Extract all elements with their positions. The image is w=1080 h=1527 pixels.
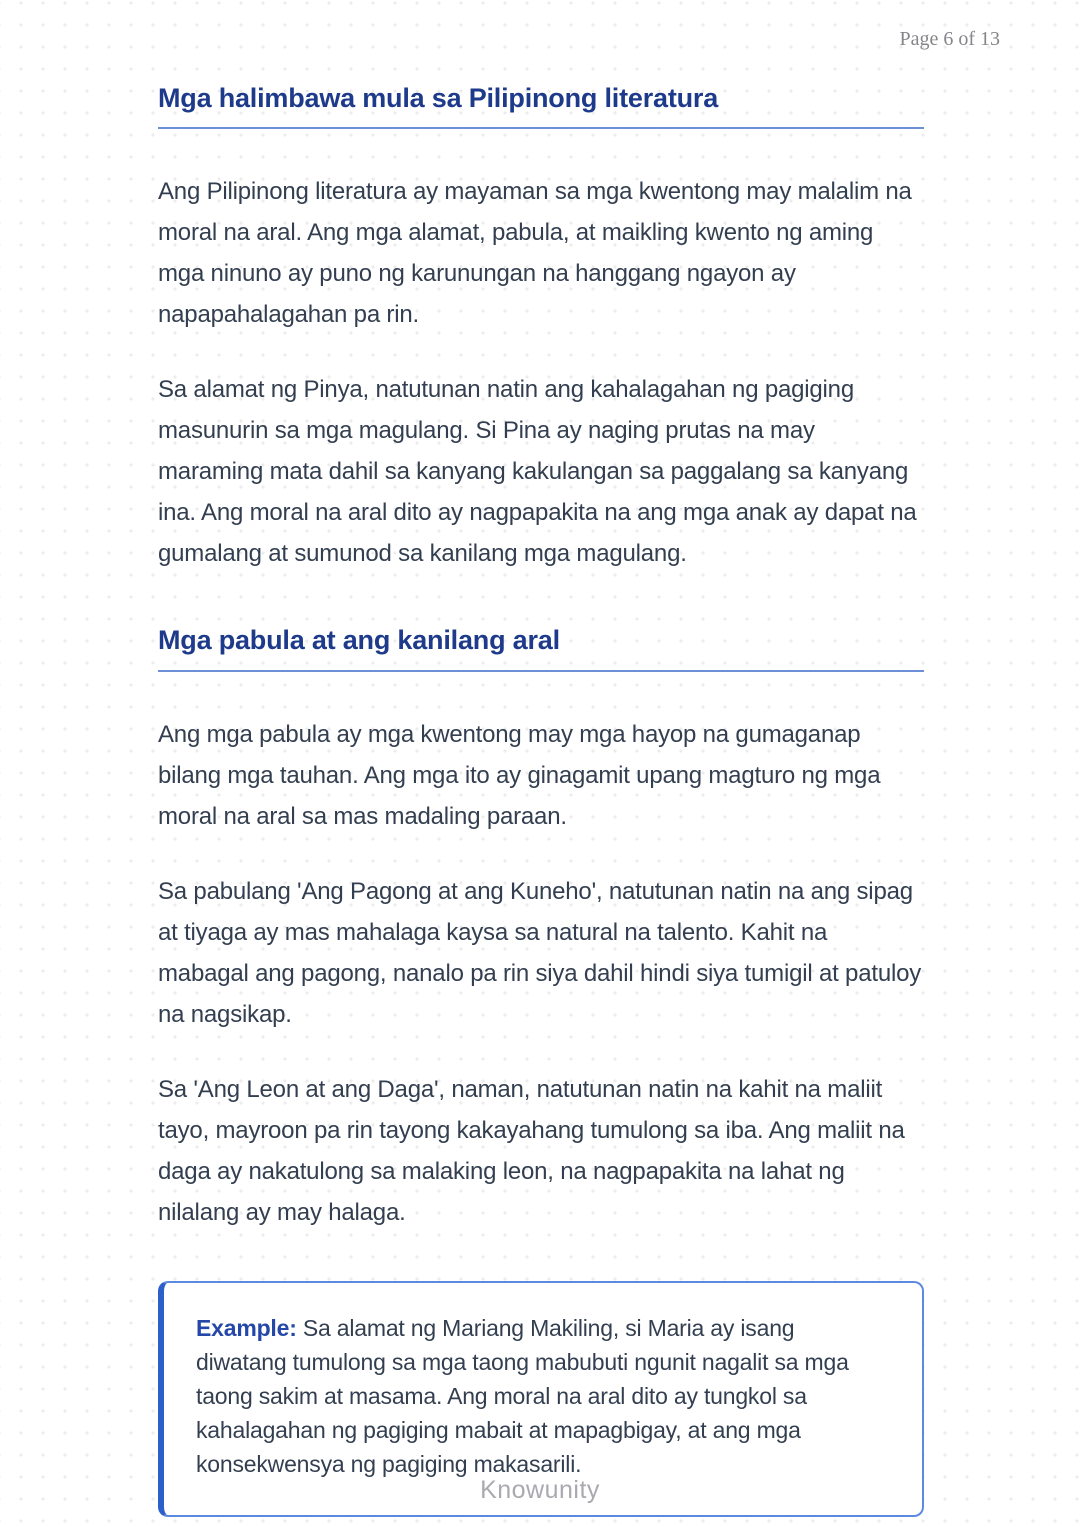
paragraph-pagong-at-kuneho: Sa pabulang 'Ang Pagong at ang Kuneho', natutunan natin na ang sipag at tiyaga ay mas mahalaga kaysa sa natural na talento. Kahit na mabagal ang pagong, nanalo pa rin siya dahil hindi siya tumigil at patuloy na nagsikap. [158,877,922,1028]
example-text [196,1311,888,1481]
paragraph-pabula-intro: Ang mga pabula ay mga kwentong may mga hayop na gumaganap bilang mga tauhan. Ang mga ito ay ginagamit upang magturo ng mga moral na aral sa mas madaling paraan. [158,720,881,830]
document-content [158,82,924,1517]
paragraph-literatura-intro: Ang Pilipinong literatura ay mayaman sa mga kwentong may malalim na moral na aral. Ang mga alamat, pabula, at maikling kwento ng aming mga ninuno ay puno ng karunungan na hanggang ngayon ay napapahalagahan pa rin. [158,178,912,329]
paragraph-leon-at-daga: Sa 'Ang Leon at ang Daga', naman, natutunan natin na kahit na maliit tayo, mayroon pa rin tayong kakayahang tumulong sa iba. Ang maliit na daga ay nakatulong sa malaking leon, na nagpapakita na lahat ng nilalang ay may halaga. [158,1075,905,1226]
section-heading-pilipinong-literatura: Mga halimbawa mula sa Pilipinong literatura [158,82,924,129]
knowunity-footer-logo: Knowunity [480,1476,600,1504]
example-label: Example: [196,1314,297,1341]
page-indicator: Page 6 of 13 [899,28,1000,50]
example-body-text: Sa alamat ng Mariang Makiling, si Maria ay isang diwatang tumulong sa mga taong mabubuti ngunit nagalit sa mga taong sakim at masama. Ang moral na aral dito ay tungkol sa kahalagahan ng pagiging mabait at mapagbigay, at ang mga konsekwensya ng pagiging makasarili. [196,1314,849,1477]
paragraph-alamat-ng-pinya: Sa alamat ng Pinya, natutunan natin ang kahalagahan ng pagiging masunurin sa mga magulang. Si Pina ay naging prutas na may maraming mata dahil sa kanyang kakulangan sa paggalang sa kanyang ina. Ang moral na aral dito ay nagpapakita na ang mga anak ay dapat na gumalang at sumunod sa kanilang mga magulang. [158,376,917,568]
section-heading-mga-pabula: Mga pabula at ang kanilang aral [158,624,924,671]
